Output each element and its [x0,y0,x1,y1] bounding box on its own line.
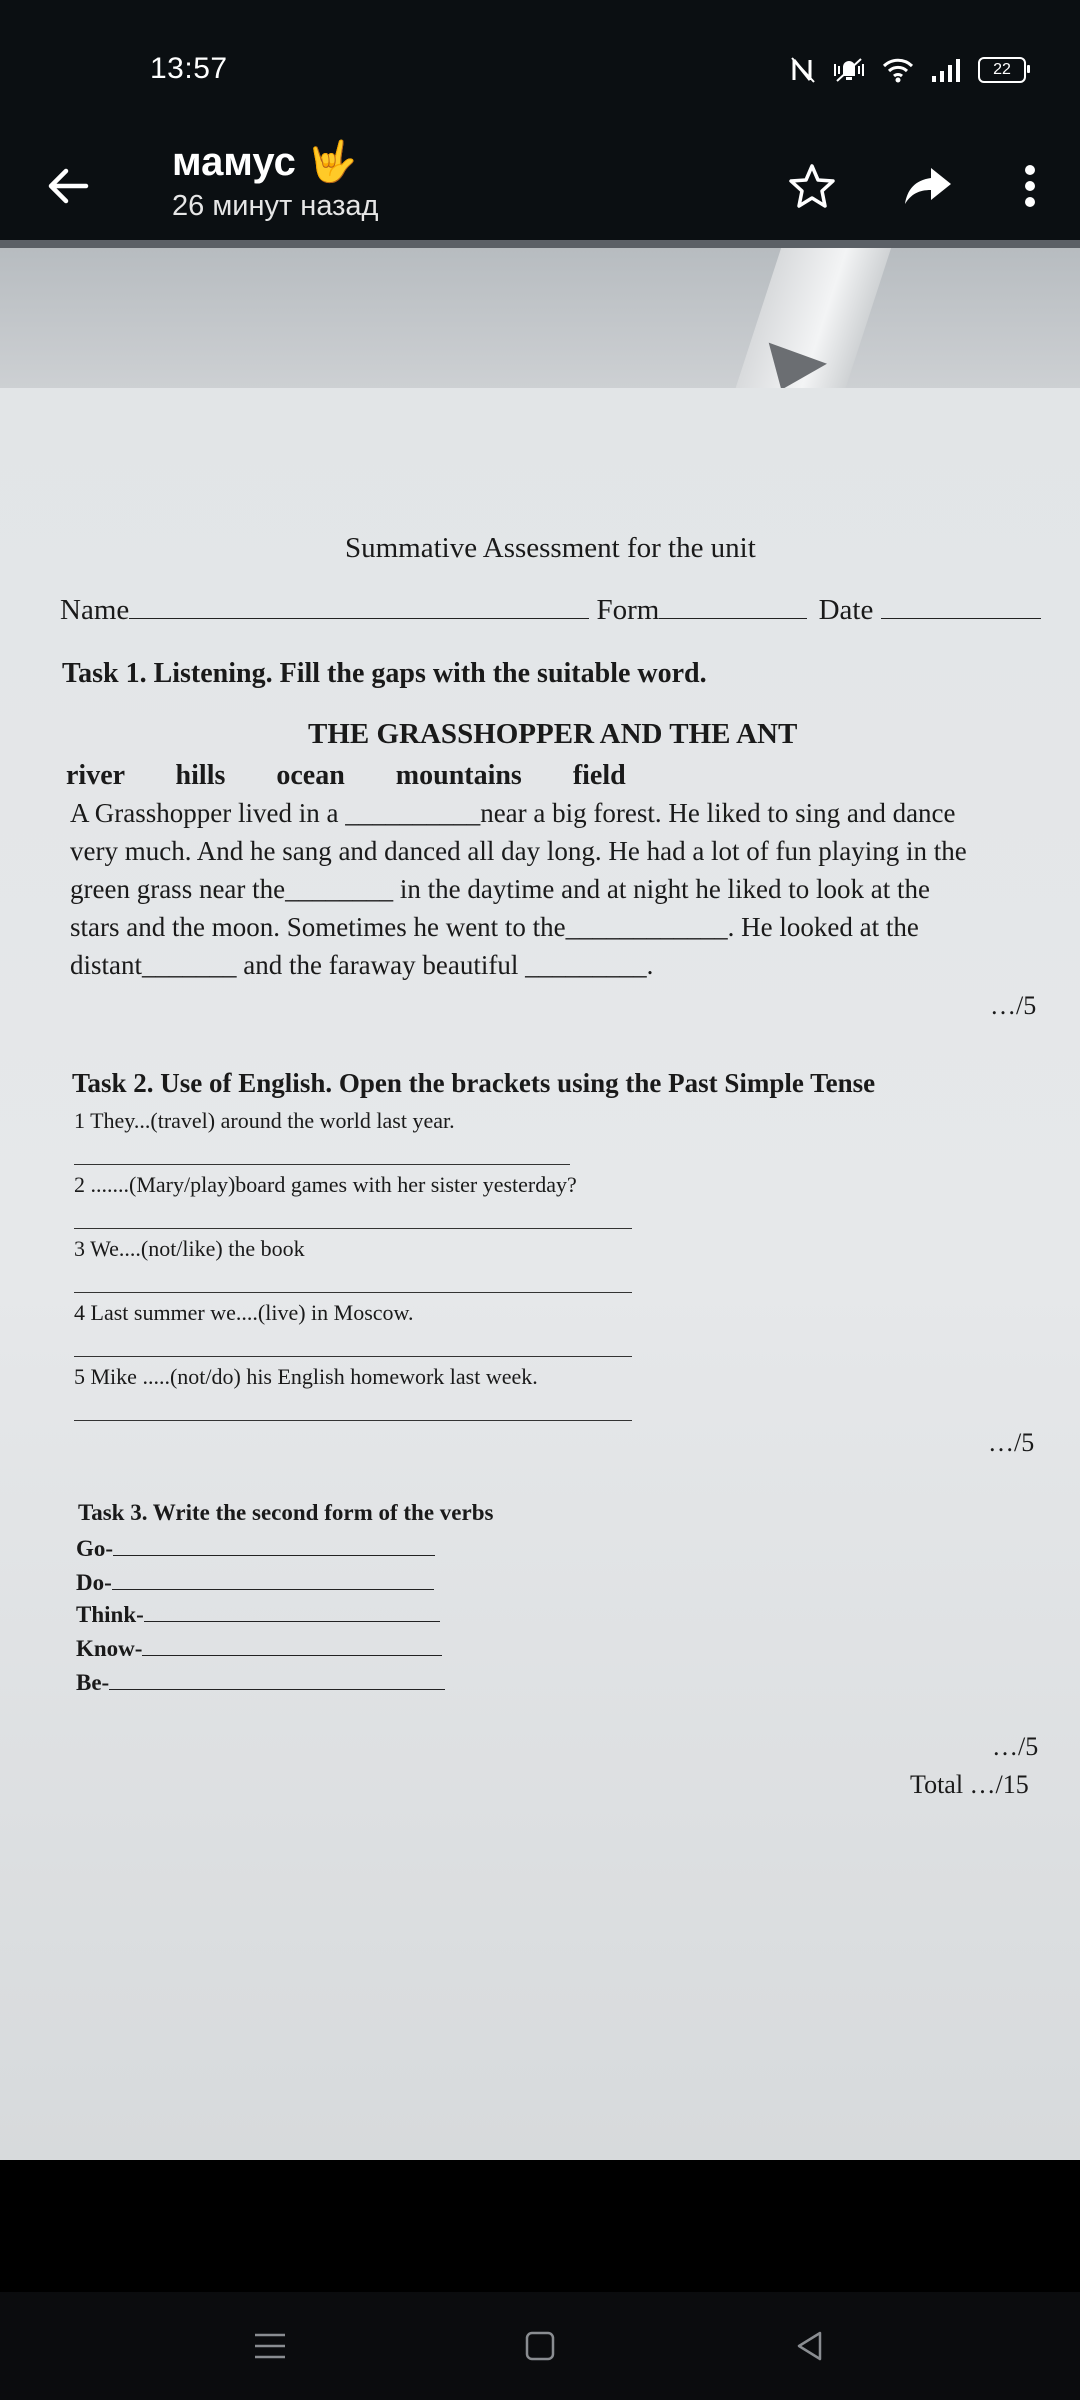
photo-background [0,248,1080,388]
worksheet-title: Summative Assessment for the unit [345,532,756,564]
task2-score: …/5 [988,1428,1035,1457]
story-line: stars and the moon. Sometimes he went to the____________. He looked at the [70,912,919,942]
photo-viewer[interactable] [0,248,1080,2160]
worksheet-page [0,388,1080,2160]
task3-score: …/5 [992,1732,1039,1761]
story-title: THE GRASSHOPPER AND THE ANT [308,718,798,750]
task1-score: …/5 [990,991,1037,1020]
back-nav-button[interactable] [685,2296,935,2396]
favorite-button[interactable] [768,152,856,220]
back-triangle-icon [794,2330,826,2362]
verb-label: Be- [76,1670,110,1695]
signal-icon [930,57,962,83]
battery-level: 22 [993,61,1011,78]
menu-icon [253,2332,287,2360]
task2-item: 2 .......(Mary/play)board games with her sister yesterday? [74,1172,577,1197]
app-bar-actions [768,152,1060,220]
star-icon [788,163,836,209]
verb-label: Go- [76,1536,114,1561]
share-button[interactable] [884,152,972,220]
home-square-icon [524,2330,556,2362]
verb-item [76,1670,445,1696]
verb-label: Know- [76,1636,143,1661]
status-icons [790,50,1026,90]
mute-vibrate-icon [832,56,866,84]
task2-item: 1 They...(travel) around the world last year. [74,1108,455,1133]
wifi-icon [882,57,914,83]
verb-label: Do- [76,1570,112,1595]
task2-item: 3 We....(not/like) the book [74,1236,305,1261]
form-label: Form [596,594,660,626]
story-line: green grass near the________ in the daytime and at night he liked to look at the [70,874,931,904]
answer-line [74,1292,632,1293]
verb-item [76,1570,434,1596]
answer-line [74,1228,632,1229]
back-button[interactable] [36,154,100,218]
total-score: Total …/15 [910,1770,1029,1799]
answer-line [74,1356,632,1357]
name-form-date-row [60,594,1050,627]
word-bank: river hills ocean mountains field [66,760,626,791]
task2-item: 5 Mike .....(not/do) his English homework last week. [74,1364,538,1389]
recents-button[interactable] [145,2296,395,2396]
battery-icon [978,57,1026,83]
back-arrow-icon [46,166,90,206]
verb-item [76,1536,435,1562]
story-line: distant_______ and the faraway beautiful _________. [70,950,654,980]
story-line: very much. And he sang and danced all day long. He had a lot of fun playing in the [70,836,967,866]
story-line: A Grasshopper lived in a __________near a big forest. He liked to sing and dance [70,798,956,828]
nfc-icon [790,56,816,84]
chat-title: мамус 🤟 [172,140,357,184]
name-label: Name [60,594,130,626]
more-vert-icon [1023,164,1037,208]
header-divider [0,240,1080,248]
status-bar [0,0,1080,130]
task2-heading: Task 2. Use of English. Open the brackets using the Past Simple Tense [72,1068,876,1098]
chat-header[interactable] [172,134,378,223]
app-bar [0,130,1080,242]
answer-line [74,1420,632,1421]
task3-heading: Task 3. Write the second form of the verbs [78,1500,494,1525]
chat-subtitle: 26 минут назад [172,190,379,222]
system-nav-bar [0,2292,1080,2400]
task1-heading: Task 1. Listening. Fill the gaps with the suitable word. [62,658,707,689]
verb-item [76,1636,442,1662]
more-options-button[interactable] [1000,152,1060,220]
home-button[interactable] [415,2296,665,2396]
date-label: Date [818,594,874,626]
status-time: 13:57 [150,52,228,85]
share-icon [903,166,953,206]
answer-line [74,1164,570,1165]
task2-item: 4 Last summer we....(live) in Moscow. [74,1300,414,1325]
verb-label: Think- [76,1602,144,1627]
verb-item [76,1602,440,1628]
